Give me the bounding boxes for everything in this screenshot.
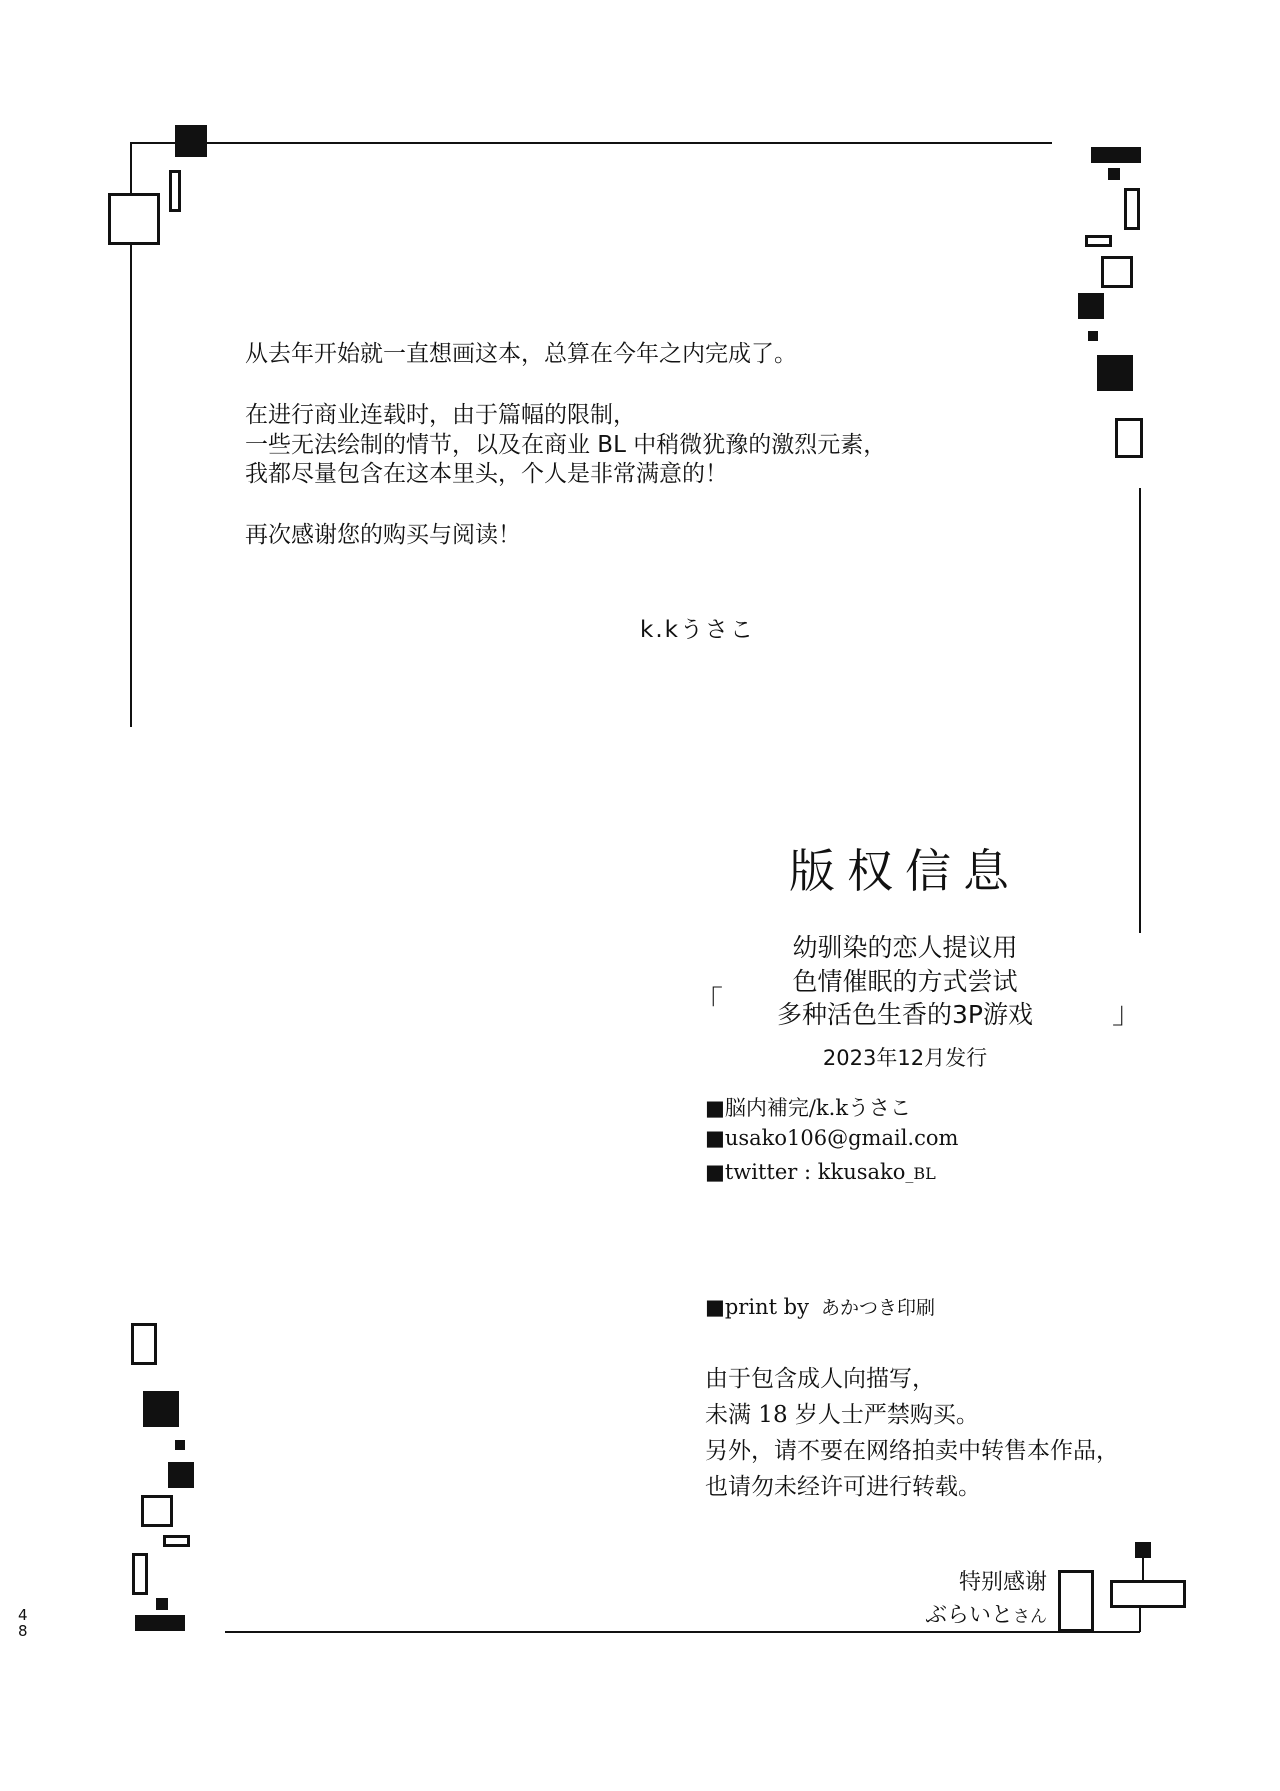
work-title-line-2: 色情催眠的方式尝试 [792, 967, 1018, 996]
deco-square-outline [131, 1323, 157, 1365]
afterword-line-3: 一些无法绘制的情节，以及在商业 BL 中稍微犹豫的激烈元素， [245, 432, 887, 458]
special-thanks-name [925, 1598, 1047, 1629]
afterword-line-5: 再次感谢您的购买与阅读！ [245, 522, 521, 548]
twitter-handle-suffix: _BL [905, 1164, 936, 1183]
notice-line-1: 由于包含成人向描写， [705, 1366, 935, 1392]
printer-name: あかつき印刷 [821, 1297, 936, 1319]
twitter-handle [705, 1160, 936, 1184]
deco-bar-outline [169, 170, 181, 212]
deco-square-outline [1101, 256, 1133, 288]
page-number [18, 1607, 32, 1639]
afterword-line-1: 从去年开始就一直想画这本，总算在今年之内完成了。 [245, 341, 797, 367]
deco-bar-outline [1124, 188, 1140, 230]
circle-author: ■脳内補完/k.kうさこ [705, 1096, 912, 1120]
page-number-digit-2: 8 [18, 1622, 28, 1640]
work-title-line-3: 多种活色生香的3P游戏 [777, 1000, 1033, 1029]
notice-line-4: 也请勿未经许可进行转载。 [705, 1474, 981, 1500]
work-title-line-1: 幼驯染的恋人提议用 [792, 933, 1018, 962]
author-signature: k.kうさこ [640, 617, 755, 643]
frame-bottom-line [225, 1631, 1140, 1633]
printer-label: ■print by [705, 1295, 809, 1319]
twitter-handle-main: ■twitter : kkusako [705, 1160, 906, 1184]
deco-bar-filled [1091, 147, 1141, 163]
deco-bar-filled [135, 1615, 185, 1631]
deco-square-filled [1108, 168, 1120, 180]
frame-top-line [130, 142, 1052, 144]
deco-connector-line [1142, 1556, 1144, 1582]
bracket-close: 」 [1112, 996, 1142, 1031]
frame-right-line [1139, 488, 1141, 933]
deco-square-outline [1115, 418, 1143, 458]
deco-bar-outline [163, 1535, 190, 1547]
publish-date: 2023年12月发行 [822, 1046, 988, 1070]
notice-line-3: 另外，请不要在网络拍卖中转售本作品， [705, 1438, 1119, 1464]
deco-square-filled [175, 1440, 185, 1450]
notice-line-2: 未满 18 岁人士严禁购买。 [705, 1402, 979, 1428]
bracket-open: 「 [693, 985, 723, 1020]
afterword-line-2: 在进行商业连载时，由于篇幅的限制， [245, 402, 636, 428]
afterword-line-4: 我都尽量包含在这本里头，个人是非常满意的！ [245, 461, 728, 487]
deco-square-filled [1097, 355, 1133, 391]
deco-bar-outline [132, 1553, 148, 1595]
deco-square-filled [156, 1598, 168, 1610]
printer-credit [705, 1293, 935, 1320]
deco-bar-outline [1110, 1580, 1186, 1608]
thanks-honorific: さん [1013, 1607, 1047, 1627]
deco-square-outline [108, 193, 160, 245]
thanks-person: ぶらいと [924, 1603, 1013, 1628]
special-thanks-label: 特别感谢 [958, 1570, 1047, 1595]
deco-square-outline [141, 1495, 173, 1527]
copyright-title: 版权信息 [789, 844, 1021, 898]
deco-bar-outline [1058, 1570, 1094, 1632]
deco-square-filled [168, 1462, 194, 1488]
deco-square-filled [1078, 293, 1104, 319]
deco-square-filled [143, 1391, 179, 1427]
deco-bar-outline [1085, 235, 1112, 247]
page-number-digit-1: 4 [18, 1606, 28, 1624]
deco-square-filled [1088, 331, 1098, 341]
deco-square-filled [175, 125, 207, 157]
contact-email: ■usako106@gmail.com [705, 1126, 959, 1150]
